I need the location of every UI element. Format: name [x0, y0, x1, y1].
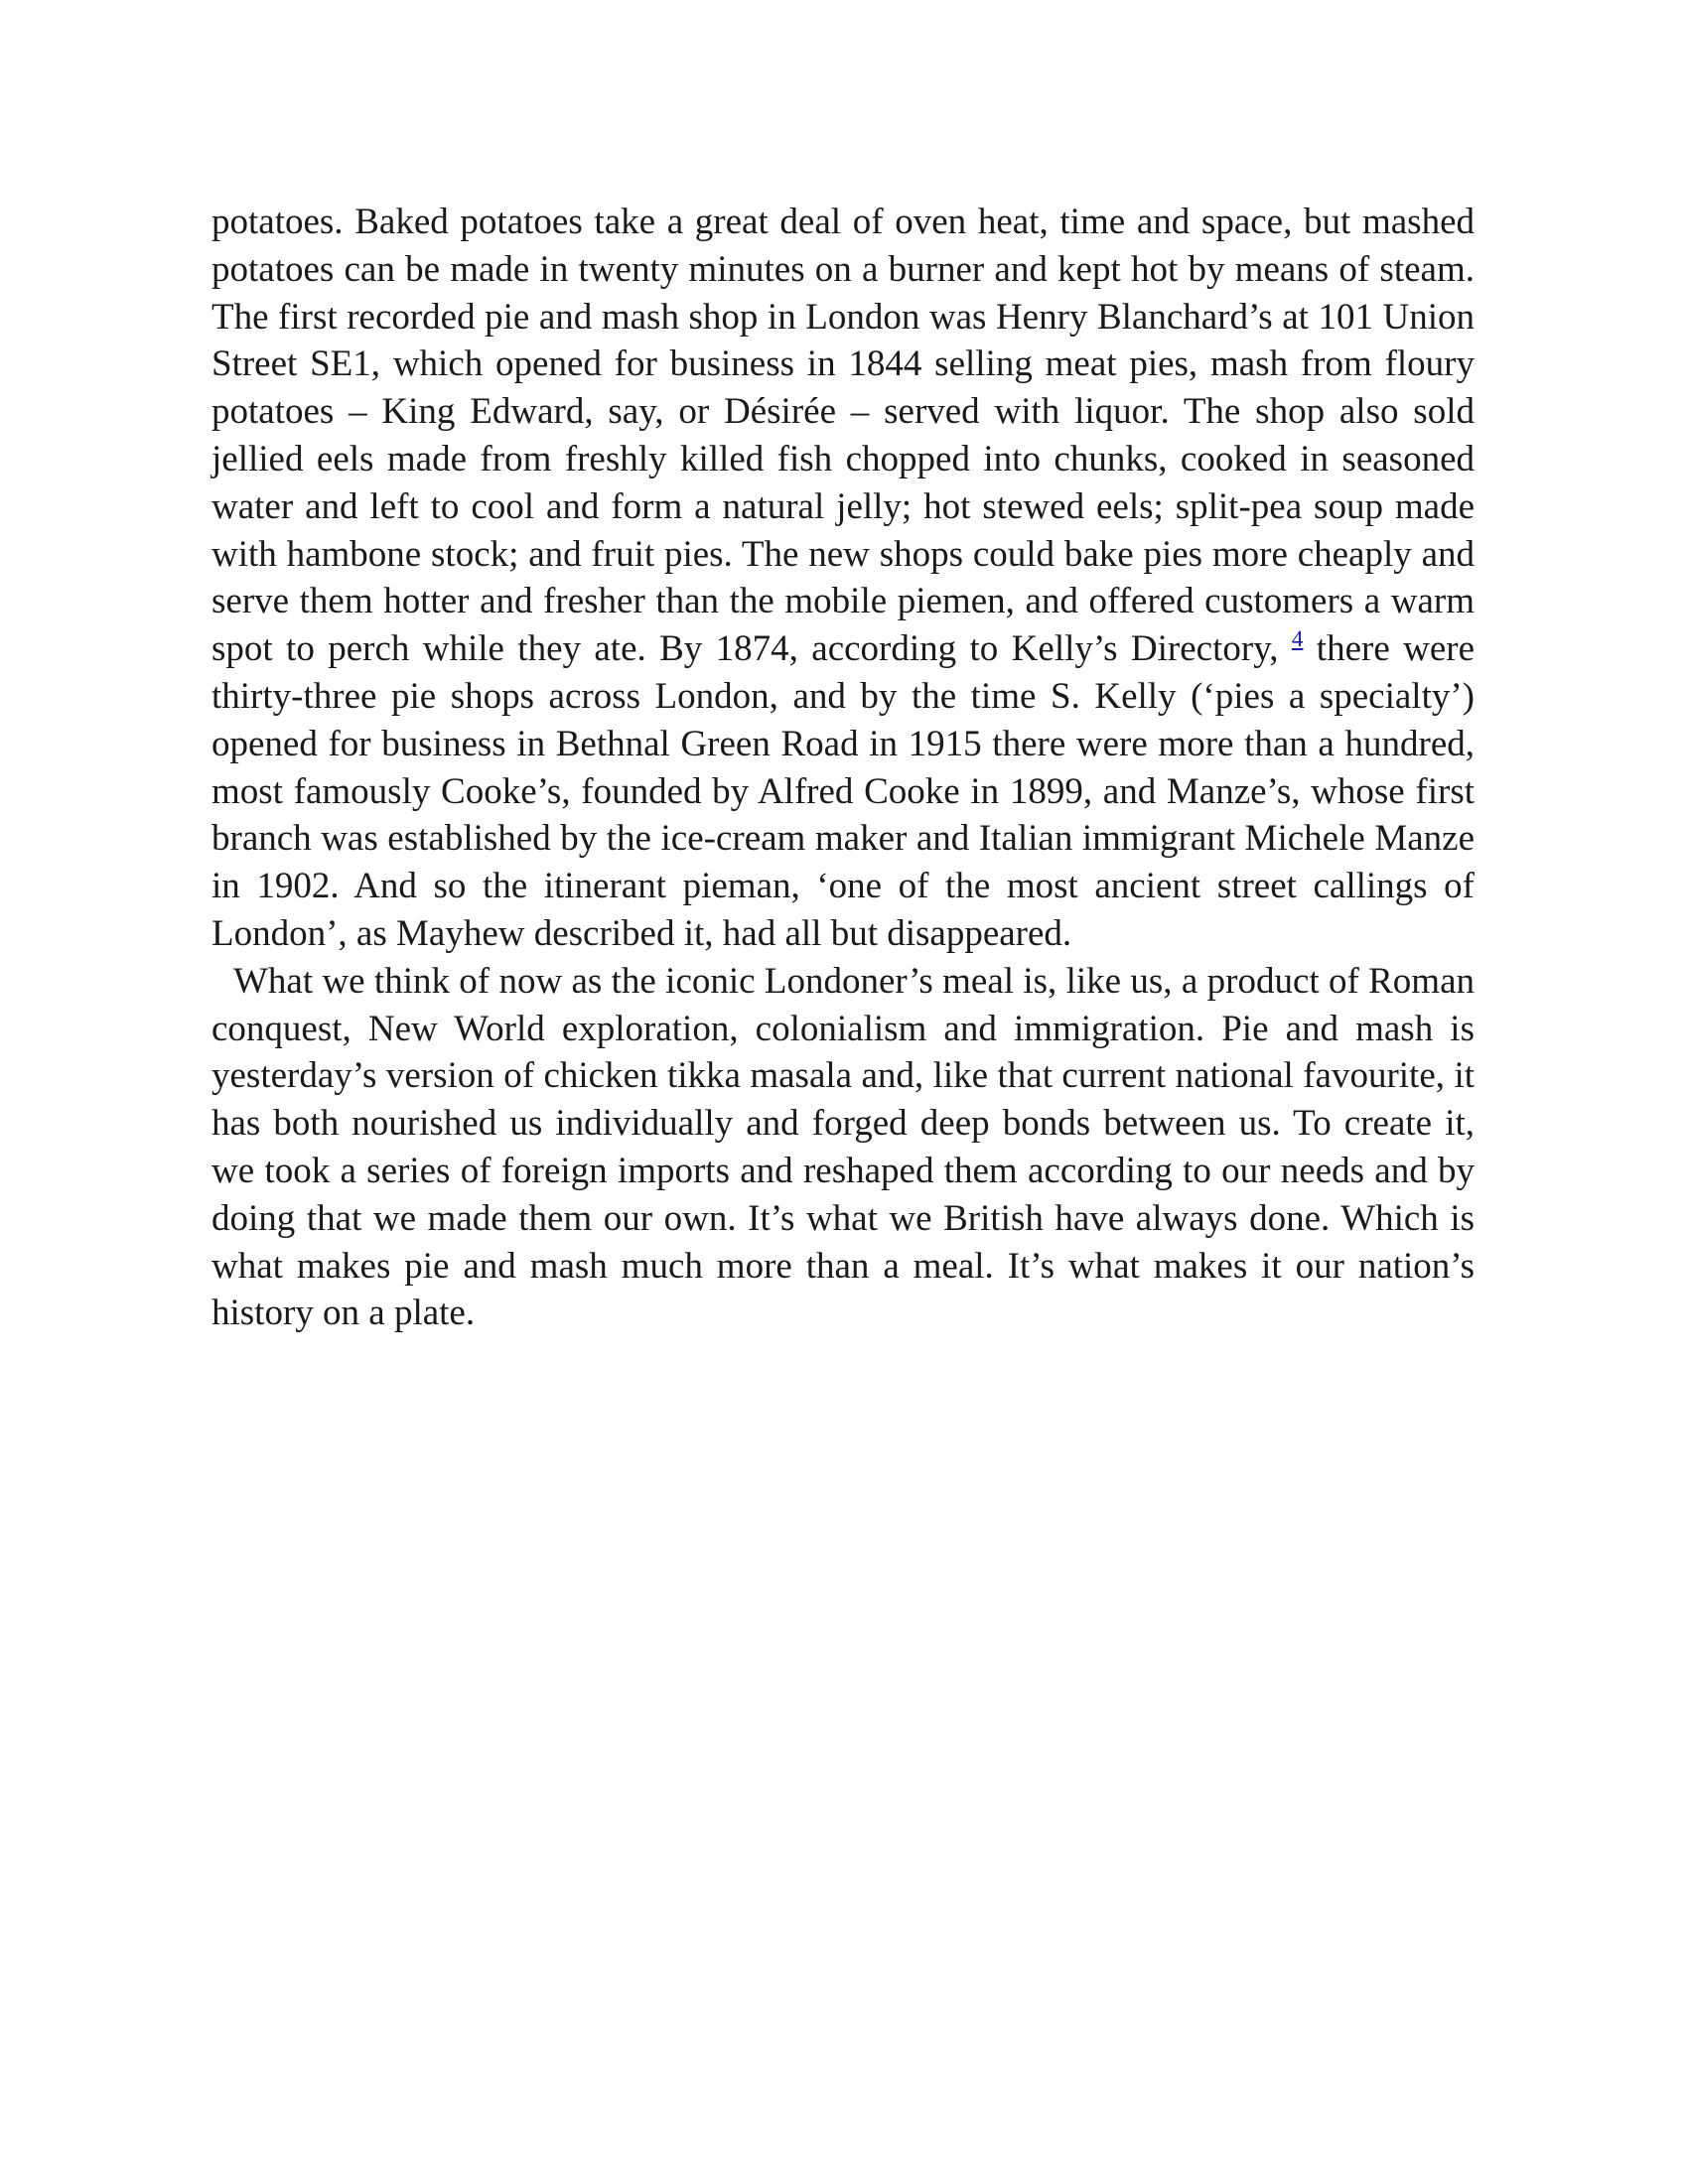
- page-body: [211, 199, 1475, 1337]
- paragraph-text-after-note: there were thirty-three pie shops across London, and by the time S. Kelly (‘pies a specialty’) opened for business in Bethnal Green Road in 1915 there were more than a hundred, most famously Cooke’s, founded by Alfred Cooke in 1899, and Manze’s, whose first branch was established by the ice-cream maker and Italian immigrant Michele Manze in 1902. And so the itinerant pieman, ‘one of the most ancient street callings of London’, as Mayhew described it, had all but disappeared.: [211, 628, 1475, 954]
- footnote-link-4[interactable]: 4: [1291, 626, 1304, 652]
- paragraph-conclusion: What we think of now as the iconic Londoner’s meal is, like us, a product of Roman conquest, New World exploration, colonialism and immigration. Pie and mash is yesterday’s version of chicken tikka masala and, like that current national favourite, it has both nourished us individually and forged deep bonds between us. To create it, we took a series of foreign imports and reshaped them according to our needs and by doing that we made them our own. It’s what we British have always done. Which is what makes pie and mash much more than a meal. It’s what makes it our nation’s history on a plate.: [211, 960, 1475, 1334]
- paragraph-text-before-note: potatoes. Baked potatoes take a great deal of oven heat, time and space, but mashed potatoes can be made in twenty minutes on a burner and kept hot by means of steam. The first recorded pie and mash shop in London was Henry Blanchard’s at 101 Union Street SE1, which opened for business in 1844 selling meat pies, mash from floury potatoes – King Edward, say, or Désirée – served with liquor. The shop also sold jellied eels made from freshly killed fish chopped into chunks, cooked in seasoned water and left to cool and form a natural jelly; hot stewed eels; split-pea soup made with hambone stock; and fruit pies. The new shops could bake pies more cheaply and serve them hotter and fresher than the mobile piemen, and offered customers a warm spot to perch while they ate. By 1874, according to Kelly’s Directory,: [211, 202, 1475, 670]
- paragraph-pie-shops: [211, 199, 1475, 958]
